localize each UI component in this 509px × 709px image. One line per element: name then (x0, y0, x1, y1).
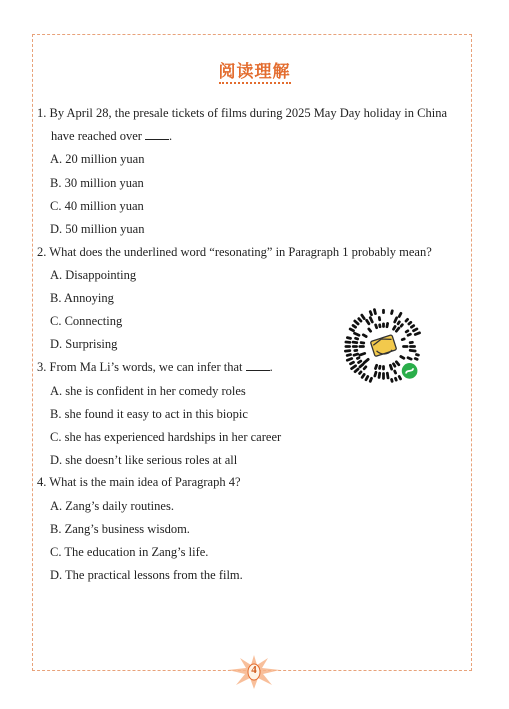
option: D. The practical lessons from the film. (50, 568, 243, 582)
option: A. Zang’s daily routines. (50, 499, 174, 513)
question-4-stem: 4. What is the main idea of Paragraph 4? (37, 475, 241, 489)
option: B. Zang’s business wisdom. (50, 522, 190, 536)
option: C. Connecting (50, 314, 123, 328)
question-1-stem-cont: have reached over . (51, 129, 173, 143)
option: D. she doesn’t like serious roles at all (50, 453, 238, 467)
option: C. The education in Zang’s life. (50, 545, 209, 559)
question-1 (37, 102, 471, 148)
option: C. she has experienced hardships in her career (50, 430, 282, 444)
question-2-stem: 2. What does the underlined word “resonating” in Paragraph 1 probably mean? (37, 245, 432, 259)
page-number: 4 (251, 664, 257, 676)
question-1-stem: 1. By April 28, the presale tickets of films during 2025 May Day holiday in China (37, 106, 448, 120)
answer-blank (145, 129, 169, 140)
option: B. she found it easy to act in this biopic (50, 407, 248, 421)
option: A. Disappointing (50, 268, 137, 282)
option: C. 40 million yuan (50, 199, 144, 213)
question-3-stem: 3. From Ma Li’s words, we can infer that . (37, 360, 273, 374)
option: D. 50 million yuan (50, 222, 145, 236)
option: B. Annoying (50, 291, 114, 305)
question-2 (37, 241, 471, 264)
option: A. she is confident in her comedy roles (50, 384, 246, 398)
qr-code-icon[interactable] (340, 303, 427, 390)
section-title: 阅读理解 (0, 57, 509, 82)
option: B. 30 million yuan (50, 176, 144, 190)
option: D. Surprising (50, 337, 118, 351)
answer-blank (246, 360, 270, 371)
question-4 (37, 471, 471, 494)
mini-program-logo-icon (402, 363, 418, 379)
option: A. 20 million yuan (50, 152, 145, 166)
